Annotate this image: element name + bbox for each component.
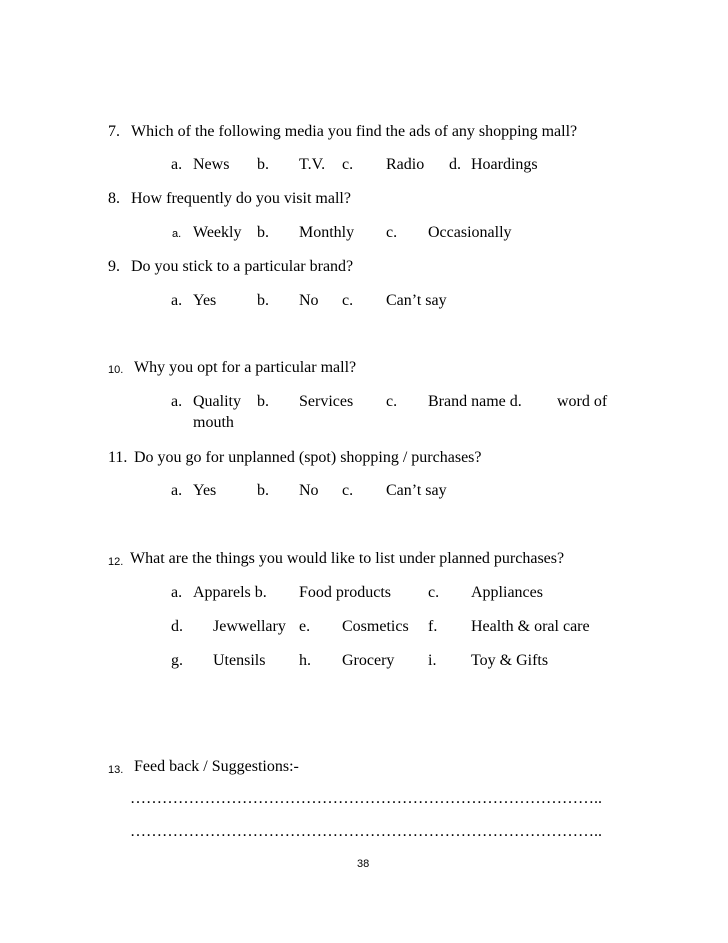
- q9-option-a-label: Yes: [193, 292, 217, 309]
- q12-option-d-label: Jewwellary: [213, 618, 286, 635]
- q11-option-a-letter: a.: [171, 482, 183, 499]
- q8-option-a-letter: a.: [172, 228, 182, 240]
- q7-number: 7.: [108, 123, 120, 140]
- q12-option-i-letter: i.: [428, 652, 437, 669]
- q12-option-b-label: Food products: [299, 584, 391, 601]
- q12-option-d-letter: d.: [171, 618, 183, 635]
- q10-option-a-label: Quality: [193, 393, 241, 410]
- q12-option-f-letter: f.: [428, 618, 438, 635]
- q9-option-c-letter: c.: [342, 292, 354, 309]
- q12-option-e-label: Cosmetics: [342, 618, 409, 635]
- q9-number: 9.: [108, 258, 120, 275]
- q10-option-b-letter: b.: [257, 393, 269, 410]
- q12-option-a-letter: a.: [171, 584, 183, 601]
- q12-option-g-letter: g.: [171, 652, 183, 669]
- q7-option-b-label: T.V.: [299, 156, 326, 173]
- q10-option-d-label: word of: [557, 393, 608, 410]
- q9-option-c-label: Can’t say: [386, 292, 447, 309]
- q10-option-c-letter: c.: [386, 393, 398, 410]
- q7-option-c-letter: c.: [342, 156, 354, 173]
- q8-option-b-label: Monthly: [299, 224, 355, 241]
- q8-text: How frequently do you visit mall?: [131, 190, 351, 207]
- q9-option-b-label: No: [299, 292, 319, 309]
- q12-text: What are the things you would like to list under planned purchases?: [130, 550, 565, 567]
- q12-option-h-letter: h.: [299, 652, 311, 669]
- feedback-line[interactable]: ……………………………………………………………………………..: [130, 823, 602, 840]
- q8-option-c-letter: c.: [386, 224, 398, 241]
- q8-number: 8.: [108, 190, 120, 207]
- q9-option-b-letter: b.: [257, 292, 269, 309]
- q11-option-a-label: Yes: [193, 482, 217, 499]
- q10-text: Why you opt for a particular mall?: [134, 359, 357, 376]
- q8-option-c-label: Occasionally: [428, 224, 512, 241]
- q11-option-b-label: No: [299, 482, 319, 499]
- q12-option-e-letter: e.: [299, 618, 311, 635]
- q7-text: Which of the following media you find the ads of any shopping mall?: [131, 123, 578, 140]
- q12-option-f-label: Health & oral care: [471, 618, 590, 635]
- q9-text: Do you stick to a particular brand?: [131, 258, 354, 275]
- q12-option-a-label: Apparels b.: [193, 584, 267, 601]
- q10-option-d-label-continued: mouth: [193, 414, 234, 431]
- q9-option-a-letter: a.: [171, 292, 183, 309]
- q12-option-h-label: Grocery: [342, 652, 395, 669]
- q7-option-b-letter: b.: [257, 156, 269, 173]
- q7-option-d-letter: d.: [449, 156, 461, 173]
- q12-number: 12.: [108, 556, 124, 568]
- q10-option-c-label: Brand name d.: [428, 393, 522, 410]
- page-number: 38: [357, 858, 370, 870]
- q10-option-a-letter: a.: [171, 393, 183, 410]
- q7-option-a-label: News: [193, 156, 230, 173]
- q13-text: Feed back / Suggestions:-: [134, 758, 299, 775]
- q10-number: 10.: [108, 364, 124, 376]
- q12-option-c-letter: c.: [428, 584, 440, 601]
- q7-option-a-letter: a.: [171, 156, 183, 173]
- q8-option-b-letter: b.: [257, 224, 269, 241]
- q7-option-d-label: Hoardings: [471, 156, 538, 173]
- q11-number: 11.: [108, 449, 128, 466]
- q10-option-b-label: Services: [299, 393, 354, 410]
- q12-option-i-label: Toy & Gifts: [471, 652, 549, 669]
- q12-option-g-label: Utensils: [213, 652, 266, 669]
- q11-option-c-label: Can’t say: [386, 482, 447, 499]
- feedback-line[interactable]: ……………………………………………………………………………..: [130, 790, 602, 807]
- q11-option-c-letter: c.: [342, 482, 354, 499]
- q11-text: Do you go for unplanned (spot) shopping / purchases?: [134, 449, 482, 466]
- q7-option-c-label: Radio: [386, 156, 425, 173]
- q13-number: 13.: [108, 764, 124, 776]
- q12-option-c-label: Appliances: [471, 584, 543, 601]
- q11-option-b-letter: b.: [257, 482, 269, 499]
- q8-option-a-label: Weekly: [193, 224, 242, 241]
